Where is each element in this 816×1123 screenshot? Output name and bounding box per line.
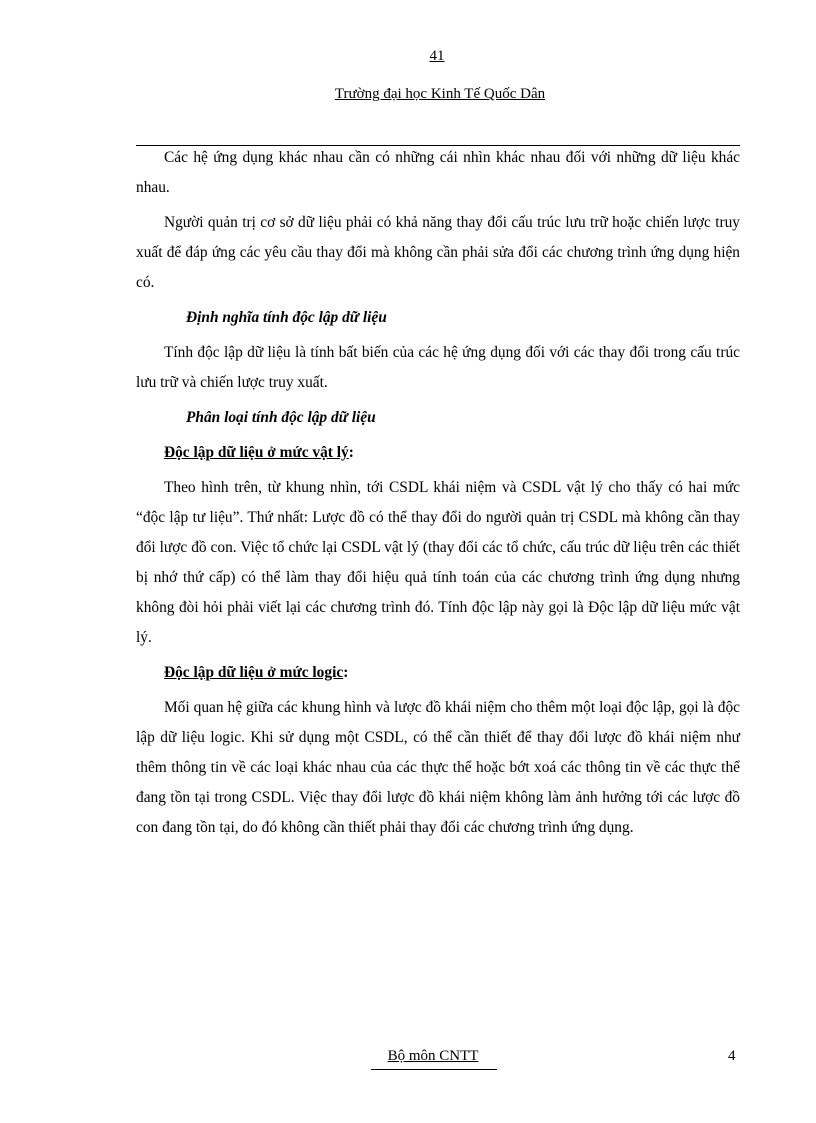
paragraph-5: Mối quan hệ giữa các khung hình và lược đồ khái niệm cho thêm một loại độc lập, gọi là độc lập dữ liệu logic. Khi sử dụng một CSDL, có thể cần thiết để thay đổi lược đồ khái niệm như thêm thông tin về các loại khác nhau của các thực thể hoặc bớt xoá các thông tin về các thực thể đang tồn tại trong CSDL. Việc thay đổi lược đồ khái niệm không làm ảnh hưởng tới các lược đồ con đang tồn tại, do đó không cần thiết phải thay đổi các chương trình ứng dụng. bbox=[136, 699, 740, 836]
footer-department bbox=[0, 1048, 816, 1065]
footer-divider bbox=[371, 1069, 497, 1070]
university-header: Trường đại học Kinh Tế Quốc Dân bbox=[334, 86, 546, 102]
paragraph-1: Các hệ ứng dụng khác nhau cần có những cái nhìn khác nhau đối với những dữ liệu khác nhau. bbox=[136, 149, 740, 196]
paragraph-4: Theo hình trên, từ khung nhìn, tới CSDL khái niệm và CSDL vật lý cho thấy có hai mức “độc lập tư liệu”. Thứ nhất: Lược đồ có thể thay đổi do người quản trị CSDL mà không cần thay đổi lược đồ con. Việc tổ chức lại CSDL vật lý (thay đổi các tổ chức, cấu trúc dữ liệu trên các thiết bị nhớ thứ cấp) có thể làm thay đổi hiệu quả tính toán của các chương trình ứng dụng nhưng không đòi hỏi phải viết lại các chương trình đó. Tính độc lập này gọi là Độc lập dữ liệu mức vật lý. bbox=[136, 479, 740, 646]
footer-department-text: Bộ môn CNTT bbox=[387, 1048, 479, 1064]
heading-physical-independence bbox=[136, 438, 740, 468]
heading-physical-colon: : bbox=[348, 444, 354, 461]
heading-logical-text: Độc lập dữ liệu ở mức logic bbox=[164, 664, 344, 681]
page-number: 41 bbox=[429, 48, 445, 64]
footer-page-number: 4 bbox=[728, 1048, 736, 1064]
paragraph-3: Tính độc lập dữ liệu là tính bất biến của các hệ ứng dụng đối với các thay đổi trong cấu trúc lưu trữ và chiến lược truy xuất. bbox=[136, 344, 740, 391]
paragraph-2: Người quản trị cơ sở dữ liệu phải có khả năng thay đổi cấu trúc lưu trữ hoặc chiến lược truy xuất để đáp ứng các yêu cầu thay đổi mà không cần phải sửa đổi các chương trình ứng dụng hiện có. bbox=[136, 214, 740, 291]
heading-logical-colon: : bbox=[343, 664, 349, 681]
heading-physical-text: Độc lập dữ liệu ở mức vật lý bbox=[164, 444, 349, 461]
heading-classification: Phân loại tính độc lập dữ liệu bbox=[186, 409, 376, 426]
document-body bbox=[136, 143, 740, 848]
heading-definition: Định nghĩa tính độc lập dữ liệu bbox=[186, 309, 387, 326]
heading-logical-independence bbox=[136, 658, 740, 688]
